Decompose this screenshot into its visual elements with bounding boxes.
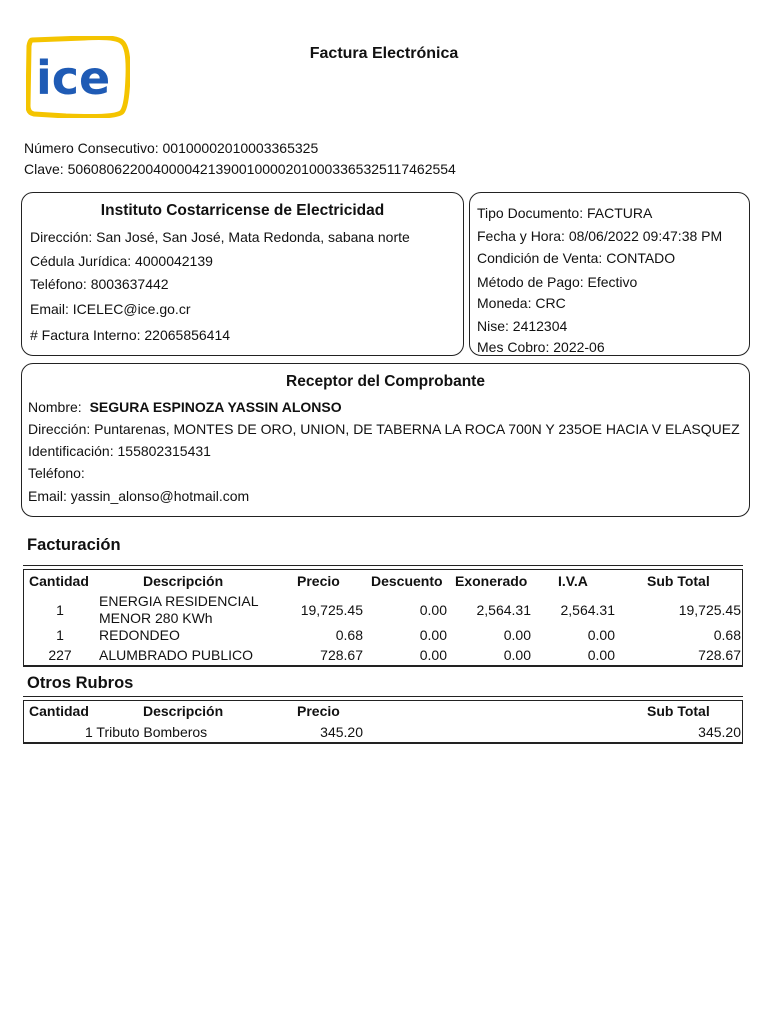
mes-cobro: Mes Cobro: 2022-06 [477, 339, 605, 355]
table-row-2-precio: 0.68 [335, 627, 363, 643]
receiver-email: Email: yassin_alonso@hotmail.com [28, 488, 250, 504]
otros-rubros-top-rule [23, 696, 743, 697]
facturacion-title: Facturación [27, 536, 121, 554]
table-row-3-precio: 728.67 [320, 647, 363, 663]
document-title-row [0, 45, 768, 63]
metodo-pago: Método de Pago: Efectivo [477, 274, 638, 290]
fact-header-iva: I.V.A [558, 573, 588, 589]
otros-header-cantidad: Cantidad [29, 703, 89, 719]
nise: Nise: 2412304 [477, 318, 568, 334]
otros-header-descripcion: Descripción [143, 703, 224, 719]
receiver-direccion: Dirección: Puntarenas, MONTES DE ORO, UNION, DE TABERNA LA ROCA 700N Y 235OE HACIA V ELASQUEZ [28, 421, 740, 437]
otros-header-subtotal: Sub Total [647, 703, 710, 719]
moneda: Moneda: CRC [477, 295, 566, 311]
document-info-box [469, 192, 750, 356]
issuer-box [21, 192, 464, 356]
issuer-name: Instituto Costarricense de Electricidad [100, 202, 385, 219]
table-row-2-descripcion: REDONDEO [99, 627, 180, 643]
otros-row-1-subtotal: 345.20 [698, 724, 741, 740]
table-row-2-exonerado: 0.00 [503, 627, 531, 643]
table-row-1-descripcion-1: ENERGIA RESIDENCIAL [99, 593, 259, 609]
table-row-3-descuento: 0.00 [419, 647, 447, 663]
issuer-telefono: Teléfono: 8003637442 [30, 276, 169, 292]
fact-header-descuento: Descuento [371, 573, 443, 589]
table-row-3-subtotal: 728.67 [698, 647, 741, 663]
otros-header-precio: Precio [297, 703, 340, 719]
table-row-1-subtotal: 19,725.45 [678, 602, 741, 618]
table-row-1-precio: 19,725.45 [300, 602, 363, 618]
otros-row-1-item: 1 Tributo Bomberos [85, 724, 208, 740]
issuer-cedula: Cédula Jurídica: 4000042139 [30, 253, 213, 269]
table-row-1-descripcion-2: MENOR 280 KWh [99, 610, 213, 626]
receiver-telefono: Teléfono: [28, 465, 85, 481]
table-row-3-cantidad: 227 [48, 647, 72, 663]
otros-row-1-precio: 345.20 [320, 724, 363, 740]
receiver-box [21, 363, 750, 517]
receiver-identificacion: Identificación: 155802315431 [28, 443, 211, 459]
condicion-venta: Condición de Venta: CONTADO [477, 250, 676, 266]
fact-header-subtotal: Sub Total [647, 573, 710, 589]
numero-consecutivo: Número Consecutivo: 00100002010003365325 [24, 140, 319, 156]
clave: Clave: 50608062200400004213900100002010003365325117462554 [24, 161, 456, 177]
receiver-nombre-label: Nombre: [28, 399, 82, 415]
table-row-1-cantidad: 1 [56, 602, 64, 618]
issuer-direccion: Dirección: San José, San José, Mata Redonda, sabana norte [30, 229, 410, 245]
issuer-factura-interno: # Factura Interno: 22065856414 [30, 327, 231, 343]
logo-text: ice [36, 51, 111, 105]
fact-header-exonerado: Exonerado [455, 573, 528, 589]
table-row-1-descuento: 0.00 [419, 602, 447, 618]
receiver-nombre [28, 399, 342, 415]
fact-header-cantidad: Cantidad [29, 573, 89, 589]
receiver-title: Receptor del Comprobante [286, 373, 485, 390]
fecha-hora: Fecha y Hora: 08/06/2022 09:47:38 PM [477, 228, 723, 244]
fact-header-descripcion: Descripción [143, 573, 224, 589]
table-row-1-iva: 2,564.31 [560, 602, 615, 618]
table-row-2-iva: 0.00 [587, 627, 615, 643]
otros-rubros-title: Otros Rubros [27, 674, 134, 692]
table-row-3-descripcion: ALUMBRADO PUBLICO [99, 647, 254, 663]
table-row-2-descuento: 0.00 [419, 627, 447, 643]
fact-header-precio: Precio [297, 573, 340, 589]
issuer-email: Email: ICELEC@ice.go.cr [30, 301, 191, 317]
tipo-documento: Tipo Documento: FACTURA [477, 205, 653, 221]
table-row-2-subtotal: 0.68 [713, 627, 741, 643]
table-row-3-exonerado: 0.00 [503, 647, 531, 663]
table-row-1-exonerado: 2,564.31 [476, 602, 531, 618]
table-row-3-iva: 0.00 [587, 647, 615, 663]
table-row-2-cantidad: 1 [56, 627, 64, 643]
document-title: Factura Electrónica [309, 45, 459, 62]
receiver-nombre-value: SEGURA ESPINOZA YASSIN ALONSO [89, 399, 342, 415]
facturacion-top-rule [23, 565, 743, 566]
